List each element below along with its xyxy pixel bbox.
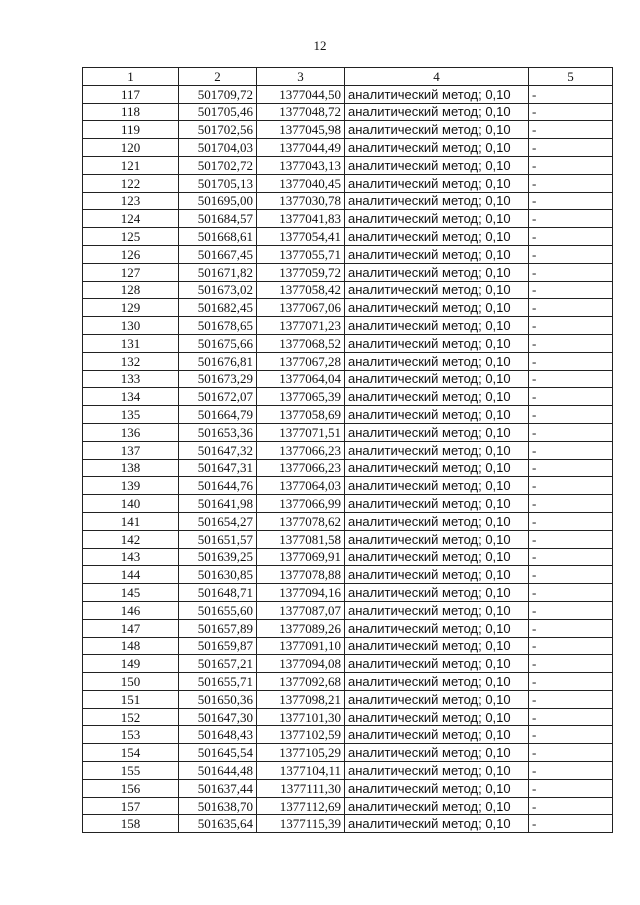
cell-point-number: 144 <box>83 566 179 584</box>
cell-y-coordinate: 1377048,72 <box>257 103 345 121</box>
cell-y-coordinate: 1377066,23 <box>257 441 345 459</box>
cell-x-coordinate: 501647,30 <box>179 708 257 726</box>
cell-method: аналитический метод; 0,10 <box>345 103 529 121</box>
coordinates-table <box>82 67 613 833</box>
cell-note: - <box>529 477 613 495</box>
cell-y-coordinate: 1377058,69 <box>257 406 345 424</box>
cell-note: - <box>529 779 613 797</box>
cell-note: - <box>529 797 613 815</box>
cell-y-coordinate: 1377101,30 <box>257 708 345 726</box>
cell-y-coordinate: 1377094,08 <box>257 655 345 673</box>
table-row <box>83 423 613 441</box>
cell-x-coordinate: 501673,29 <box>179 370 257 388</box>
table-row <box>83 690 613 708</box>
cell-x-coordinate: 501676,81 <box>179 352 257 370</box>
table-row <box>83 548 613 566</box>
cell-point-number: 119 <box>83 121 179 139</box>
cell-method: аналитический метод; 0,10 <box>345 566 529 584</box>
table-row <box>83 797 613 815</box>
cell-y-coordinate: 1377094,16 <box>257 584 345 602</box>
cell-x-coordinate: 501638,70 <box>179 797 257 815</box>
cell-point-number: 147 <box>83 619 179 637</box>
cell-note: - <box>529 548 613 566</box>
table-row <box>83 495 613 513</box>
cell-x-coordinate: 501645,54 <box>179 744 257 762</box>
cell-x-coordinate: 501644,48 <box>179 762 257 780</box>
cell-point-number: 125 <box>83 228 179 246</box>
cell-point-number: 153 <box>83 726 179 744</box>
cell-x-coordinate: 501702,56 <box>179 121 257 139</box>
cell-x-coordinate: 501657,21 <box>179 655 257 673</box>
cell-x-coordinate: 501654,27 <box>179 512 257 530</box>
table-row <box>83 317 613 335</box>
cell-x-coordinate: 501675,66 <box>179 334 257 352</box>
cell-y-coordinate: 1377064,03 <box>257 477 345 495</box>
cell-note: - <box>529 673 613 691</box>
cell-x-coordinate: 501702,72 <box>179 156 257 174</box>
header-cell-point: 1 <box>83 68 179 86</box>
cell-x-coordinate: 501657,89 <box>179 619 257 637</box>
header-cell-y: 3 <box>257 68 345 86</box>
table-row <box>83 174 613 192</box>
cell-x-coordinate: 501705,13 <box>179 174 257 192</box>
cell-x-coordinate: 501647,31 <box>179 459 257 477</box>
table-row <box>83 477 613 495</box>
cell-y-coordinate: 1377058,42 <box>257 281 345 299</box>
table-row <box>83 441 613 459</box>
cell-point-number: 128 <box>83 281 179 299</box>
cell-method: аналитический метод; 0,10 <box>345 370 529 388</box>
cell-note: - <box>529 726 613 744</box>
cell-method: аналитический метод; 0,10 <box>345 85 529 103</box>
cell-x-coordinate: 501655,60 <box>179 601 257 619</box>
header-cell-note: 5 <box>529 68 613 86</box>
table-row <box>83 815 613 833</box>
table-row <box>83 228 613 246</box>
cell-y-coordinate: 1377105,29 <box>257 744 345 762</box>
cell-method: аналитический метод; 0,10 <box>345 441 529 459</box>
cell-point-number: 122 <box>83 174 179 192</box>
cell-x-coordinate: 501655,71 <box>179 673 257 691</box>
cell-x-coordinate: 501630,85 <box>179 566 257 584</box>
cell-point-number: 117 <box>83 85 179 103</box>
cell-method: аналитический метод; 0,10 <box>345 619 529 637</box>
cell-y-coordinate: 1377092,68 <box>257 673 345 691</box>
table-row <box>83 584 613 602</box>
cell-point-number: 145 <box>83 584 179 602</box>
cell-y-coordinate: 1377081,58 <box>257 530 345 548</box>
cell-point-number: 124 <box>83 210 179 228</box>
table-row <box>83 779 613 797</box>
cell-method: аналитический метод; 0,10 <box>345 423 529 441</box>
cell-x-coordinate: 501651,57 <box>179 530 257 548</box>
cell-note: - <box>529 139 613 157</box>
cell-x-coordinate: 501659,87 <box>179 637 257 655</box>
cell-point-number: 135 <box>83 406 179 424</box>
cell-point-number: 151 <box>83 690 179 708</box>
cell-note: - <box>529 495 613 513</box>
cell-note: - <box>529 85 613 103</box>
cell-method: аналитический метод; 0,10 <box>345 673 529 691</box>
cell-note: - <box>529 263 613 281</box>
cell-y-coordinate: 1377078,88 <box>257 566 345 584</box>
cell-y-coordinate: 1377045,98 <box>257 121 345 139</box>
cell-x-coordinate: 501639,25 <box>179 548 257 566</box>
cell-note: - <box>529 744 613 762</box>
table-row <box>83 139 613 157</box>
cell-x-coordinate: 501678,65 <box>179 317 257 335</box>
cell-note: - <box>529 192 613 210</box>
cell-x-coordinate: 501648,43 <box>179 726 257 744</box>
cell-point-number: 127 <box>83 263 179 281</box>
cell-y-coordinate: 1377040,45 <box>257 174 345 192</box>
cell-x-coordinate: 501704,03 <box>179 139 257 157</box>
cell-y-coordinate: 1377069,91 <box>257 548 345 566</box>
cell-method: аналитический метод; 0,10 <box>345 139 529 157</box>
cell-point-number: 118 <box>83 103 179 121</box>
table-row <box>83 370 613 388</box>
cell-note: - <box>529 406 613 424</box>
cell-y-coordinate: 1377055,71 <box>257 245 345 263</box>
table-row <box>83 334 613 352</box>
cell-point-number: 152 <box>83 708 179 726</box>
cell-x-coordinate: 501644,76 <box>179 477 257 495</box>
cell-note: - <box>529 459 613 477</box>
cell-x-coordinate: 501682,45 <box>179 299 257 317</box>
table-row <box>83 762 613 780</box>
table-row <box>83 459 613 477</box>
cell-method: аналитический метод; 0,10 <box>345 245 529 263</box>
cell-point-number: 121 <box>83 156 179 174</box>
cell-method: аналитический метод; 0,10 <box>345 708 529 726</box>
table-row <box>83 388 613 406</box>
table-row <box>83 156 613 174</box>
cell-method: аналитический метод; 0,10 <box>345 637 529 655</box>
cell-x-coordinate: 501709,72 <box>179 85 257 103</box>
cell-y-coordinate: 1377098,21 <box>257 690 345 708</box>
cell-point-number: 120 <box>83 139 179 157</box>
table-row <box>83 530 613 548</box>
cell-method: аналитический метод; 0,10 <box>345 530 529 548</box>
cell-method: аналитический метод; 0,10 <box>345 815 529 833</box>
cell-point-number: 156 <box>83 779 179 797</box>
cell-method: аналитический метод; 0,10 <box>345 352 529 370</box>
cell-x-coordinate: 501684,57 <box>179 210 257 228</box>
cell-point-number: 133 <box>83 370 179 388</box>
table-row <box>83 708 613 726</box>
table-row <box>83 512 613 530</box>
table-row <box>83 655 613 673</box>
cell-x-coordinate: 501650,36 <box>179 690 257 708</box>
cell-method: аналитический метод; 0,10 <box>345 601 529 619</box>
cell-note: - <box>529 762 613 780</box>
cell-x-coordinate: 501667,45 <box>179 245 257 263</box>
cell-y-coordinate: 1377059,72 <box>257 263 345 281</box>
cell-note: - <box>529 156 613 174</box>
header-cell-method: 4 <box>345 68 529 86</box>
table-row <box>83 281 613 299</box>
cell-x-coordinate: 501637,44 <box>179 779 257 797</box>
cell-note: - <box>529 334 613 352</box>
cell-point-number: 150 <box>83 673 179 691</box>
cell-method: аналитический метод; 0,10 <box>345 655 529 673</box>
cell-x-coordinate: 501653,36 <box>179 423 257 441</box>
cell-note: - <box>529 637 613 655</box>
cell-y-coordinate: 1377064,04 <box>257 370 345 388</box>
cell-note: - <box>529 103 613 121</box>
cell-y-coordinate: 1377112,69 <box>257 797 345 815</box>
cell-x-coordinate: 501705,46 <box>179 103 257 121</box>
cell-note: - <box>529 690 613 708</box>
table-row <box>83 103 613 121</box>
cell-note: - <box>529 655 613 673</box>
cell-method: аналитический метод; 0,10 <box>345 174 529 192</box>
cell-point-number: 149 <box>83 655 179 673</box>
cell-note: - <box>529 619 613 637</box>
cell-note: - <box>529 512 613 530</box>
table-row <box>83 121 613 139</box>
table-row <box>83 352 613 370</box>
table-row <box>83 299 613 317</box>
table-row <box>83 85 613 103</box>
table-row <box>83 744 613 762</box>
cell-y-coordinate: 1377115,39 <box>257 815 345 833</box>
cell-point-number: 140 <box>83 495 179 513</box>
cell-y-coordinate: 1377054,41 <box>257 228 345 246</box>
cell-note: - <box>529 121 613 139</box>
cell-x-coordinate: 501671,82 <box>179 263 257 281</box>
table-row <box>83 673 613 691</box>
cell-x-coordinate: 501668,61 <box>179 228 257 246</box>
cell-point-number: 158 <box>83 815 179 833</box>
cell-note: - <box>529 441 613 459</box>
cell-point-number: 137 <box>83 441 179 459</box>
cell-method: аналитический метод; 0,10 <box>345 779 529 797</box>
cell-note: - <box>529 299 613 317</box>
cell-point-number: 155 <box>83 762 179 780</box>
table-row <box>83 406 613 424</box>
cell-x-coordinate: 501664,79 <box>179 406 257 424</box>
cell-method: аналитический метод; 0,10 <box>345 690 529 708</box>
cell-x-coordinate: 501647,32 <box>179 441 257 459</box>
cell-y-coordinate: 1377041,83 <box>257 210 345 228</box>
cell-point-number: 134 <box>83 388 179 406</box>
cell-y-coordinate: 1377111,30 <box>257 779 345 797</box>
cell-method: аналитический метод; 0,10 <box>345 299 529 317</box>
cell-note: - <box>529 708 613 726</box>
table-row <box>83 619 613 637</box>
cell-method: аналитический метод; 0,10 <box>345 317 529 335</box>
cell-point-number: 154 <box>83 744 179 762</box>
cell-note: - <box>529 601 613 619</box>
cell-note: - <box>529 245 613 263</box>
cell-y-coordinate: 1377030,78 <box>257 192 345 210</box>
cell-note: - <box>529 815 613 833</box>
cell-method: аналитический метод; 0,10 <box>345 388 529 406</box>
cell-method: аналитический метод; 0,10 <box>345 548 529 566</box>
table-row <box>83 263 613 281</box>
table-row <box>83 210 613 228</box>
cell-y-coordinate: 1377071,51 <box>257 423 345 441</box>
table-row <box>83 245 613 263</box>
cell-point-number: 142 <box>83 530 179 548</box>
cell-method: аналитический метод; 0,10 <box>345 726 529 744</box>
cell-y-coordinate: 1377071,23 <box>257 317 345 335</box>
cell-x-coordinate: 501672,07 <box>179 388 257 406</box>
header-cell-x: 2 <box>179 68 257 86</box>
cell-y-coordinate: 1377044,49 <box>257 139 345 157</box>
cell-y-coordinate: 1377068,52 <box>257 334 345 352</box>
cell-note: - <box>529 423 613 441</box>
header-row <box>83 68 613 86</box>
cell-method: аналитический метод; 0,10 <box>345 192 529 210</box>
cell-y-coordinate: 1377044,50 <box>257 85 345 103</box>
cell-note: - <box>529 566 613 584</box>
cell-point-number: 157 <box>83 797 179 815</box>
cell-x-coordinate: 501648,71 <box>179 584 257 602</box>
cell-x-coordinate: 501695,00 <box>179 192 257 210</box>
cell-point-number: 131 <box>83 334 179 352</box>
cell-point-number: 129 <box>83 299 179 317</box>
cell-x-coordinate: 501641,98 <box>179 495 257 513</box>
cell-y-coordinate: 1377091,10 <box>257 637 345 655</box>
cell-method: аналитический метод; 0,10 <box>345 263 529 281</box>
cell-y-coordinate: 1377067,28 <box>257 352 345 370</box>
cell-y-coordinate: 1377067,06 <box>257 299 345 317</box>
cell-point-number: 143 <box>83 548 179 566</box>
table-row <box>83 637 613 655</box>
page-number: 12 <box>313 38 327 53</box>
cell-note: - <box>529 174 613 192</box>
cell-note: - <box>529 228 613 246</box>
cell-method: аналитический метод; 0,10 <box>345 281 529 299</box>
cell-point-number: 136 <box>83 423 179 441</box>
cell-y-coordinate: 1377104,11 <box>257 762 345 780</box>
cell-method: аналитический метод; 0,10 <box>345 210 529 228</box>
cell-y-coordinate: 1377089,26 <box>257 619 345 637</box>
cell-y-coordinate: 1377078,62 <box>257 512 345 530</box>
cell-note: - <box>529 317 613 335</box>
cell-point-number: 126 <box>83 245 179 263</box>
cell-method: аналитический метод; 0,10 <box>345 459 529 477</box>
cell-method: аналитический метод; 0,10 <box>345 744 529 762</box>
cell-point-number: 138 <box>83 459 179 477</box>
cell-y-coordinate: 1377066,23 <box>257 459 345 477</box>
cell-method: аналитический метод; 0,10 <box>345 495 529 513</box>
cell-method: аналитический метод; 0,10 <box>345 797 529 815</box>
cell-method: аналитический метод; 0,10 <box>345 334 529 352</box>
table-row <box>83 192 613 210</box>
cell-y-coordinate: 1377065,39 <box>257 388 345 406</box>
cell-note: - <box>529 370 613 388</box>
cell-x-coordinate: 501635,64 <box>179 815 257 833</box>
cell-note: - <box>529 352 613 370</box>
cell-method: аналитический метод; 0,10 <box>345 228 529 246</box>
table-row <box>83 601 613 619</box>
cell-y-coordinate: 1377043,13 <box>257 156 345 174</box>
cell-point-number: 123 <box>83 192 179 210</box>
cell-y-coordinate: 1377102,59 <box>257 726 345 744</box>
cell-point-number: 148 <box>83 637 179 655</box>
cell-method: аналитический метод; 0,10 <box>345 156 529 174</box>
cell-note: - <box>529 281 613 299</box>
cell-point-number: 132 <box>83 352 179 370</box>
table-row <box>83 566 613 584</box>
cell-y-coordinate: 1377066,99 <box>257 495 345 513</box>
cell-note: - <box>529 584 613 602</box>
cell-method: аналитический метод; 0,10 <box>345 406 529 424</box>
table-row <box>83 726 613 744</box>
cell-point-number: 130 <box>83 317 179 335</box>
cell-method: аналитический метод; 0,10 <box>345 584 529 602</box>
cell-point-number: 141 <box>83 512 179 530</box>
cell-method: аналитический метод; 0,10 <box>345 762 529 780</box>
cell-point-number: 146 <box>83 601 179 619</box>
cell-point-number: 139 <box>83 477 179 495</box>
cell-note: - <box>529 530 613 548</box>
cell-note: - <box>529 388 613 406</box>
cell-method: аналитический метод; 0,10 <box>345 512 529 530</box>
cell-x-coordinate: 501673,02 <box>179 281 257 299</box>
cell-method: аналитический метод; 0,10 <box>345 477 529 495</box>
cell-note: - <box>529 210 613 228</box>
cell-method: аналитический метод; 0,10 <box>345 121 529 139</box>
table-body <box>83 85 613 832</box>
cell-y-coordinate: 1377087,07 <box>257 601 345 619</box>
